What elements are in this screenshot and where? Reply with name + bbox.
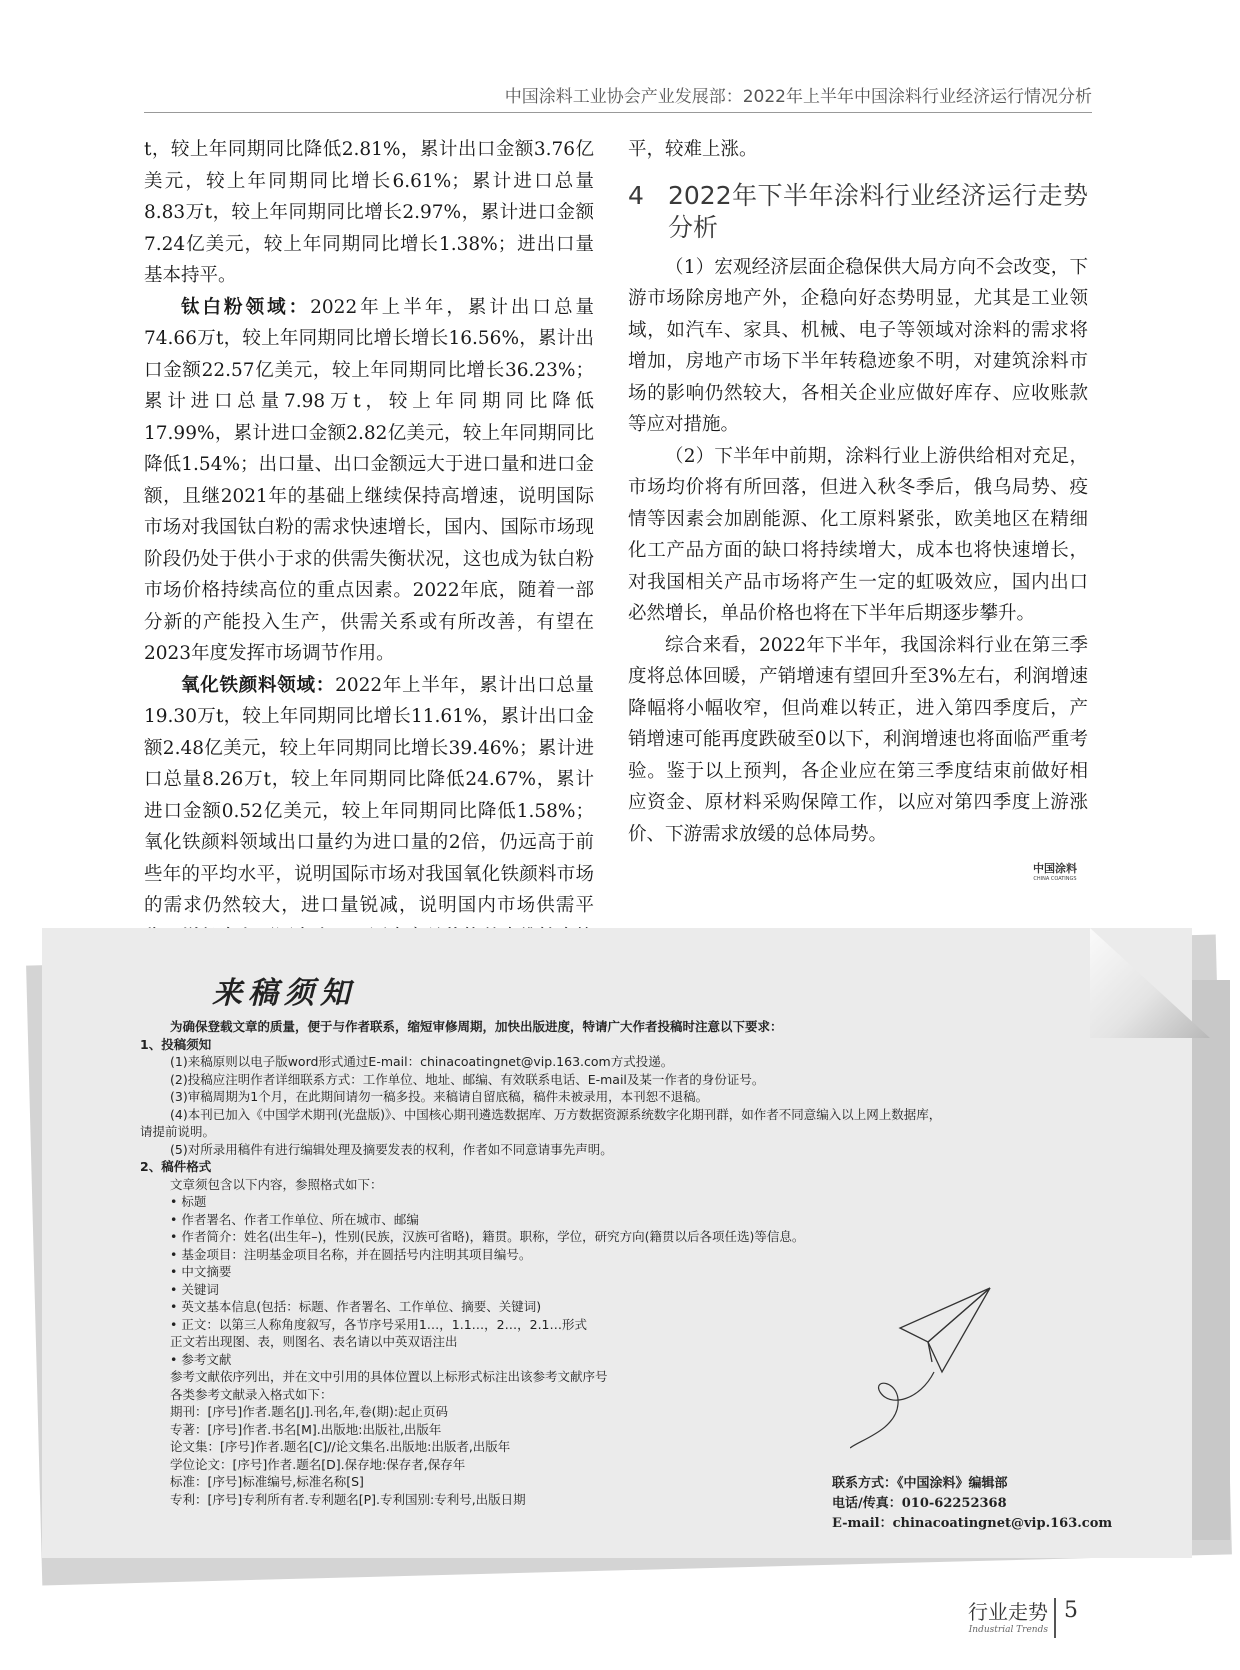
notice-line: (5)对所录用稿件有进行编辑处理及摘要发表的权利，作者如不同意请事先声明。	[170, 1141, 613, 1157]
notice-line: 正文若出现图、表，则图名、表名请以中英双语注出	[170, 1334, 458, 1349]
notice-line: 请提前说明。	[140, 1124, 216, 1139]
notice-line: 参考文献依序列出，并在文中引用的具体位置以上标形式标注出该参考文献序号	[170, 1369, 608, 1384]
contact-line: 联系方式：《中国涂料》编辑部	[832, 1476, 1008, 1491]
section-title: 2022年下半年涂料行业经济运行走势分析	[668, 180, 1088, 242]
notice-line: • 中文摘要	[170, 1264, 232, 1279]
notice-line: 1、投稿须知	[140, 1036, 212, 1052]
footer-section-cn: 行业走势	[968, 1600, 1048, 1624]
notice-line: 2、稿件格式	[140, 1159, 212, 1174]
notice-line: • 作者简介：姓名(出生年–)，性别(民族，汉族可省略)，籍贯。职称，学位，研究方向(籍贯以后各项任选)等信息。	[170, 1229, 805, 1244]
section-heading	[628, 180, 1088, 244]
notice-line: (3)审稿周期为1个月，在此期间请勿一稿多投。来稿请自留底稿，稿件未被录用，本刊恕不退稿。	[170, 1089, 709, 1104]
notice-line: 为确保登载文章的质量，便于与作者联系，缩短审修周期，加快出版进度，特请广大作者投稿时注意以下要求：	[170, 1019, 783, 1034]
notice-line: 标准：[序号]标准编号,标准名称[S]	[170, 1474, 364, 1489]
notice-title: 来稿须知	[212, 976, 356, 1011]
paragraph: t，较上年同期同比降低2.81%，累计出口金额3.76亿美元，较上年同期同比增长6.61%；累计进口总量8.83万t，较上年同期同比增长2.97%，累计进口金额7.24亿美元，较上年同期同比增长1.38%；进出口量基本持平。	[144, 139, 594, 286]
running-header: 中国涂料工业协会产业发展部：2022年上半年中国涂料行业经济运行情况分析	[504, 87, 1092, 107]
notice-line: (2)投稿应注明作者详细联系方式：工作单位、地址、邮编、有效联系电话、E-mail及某一作者的身份证号。	[170, 1071, 765, 1087]
notice-line: • 关键词	[170, 1281, 219, 1297]
paragraph	[144, 292, 594, 670]
notice-line: 论文集：[序号]作者.题名[C]//论文集名.出版地:出版者,出版年	[170, 1439, 511, 1454]
notice-line: • 参考文献	[170, 1351, 232, 1367]
notice-line: • 正文：以第三人称角度叙写，各节序号采用1…，1.1…，2…，2.1…形式	[170, 1316, 588, 1332]
paragraph: （1）宏观经济层面企稳保供大局方向不会改变，下游市场除房地产外，企稳向好态势明显，尤其是工业领域，如汽车、家具、机械、电子等领域对涂料的需求将增加，房地产市场下半年转稳迹象不明，对建筑涂料市场的影响仍然较大，各相关企业应做好库存、应收账款等应对措施。	[628, 256, 1088, 435]
paragraph-lead: 钛白粉领域：	[181, 296, 311, 318]
right-column	[628, 134, 1088, 850]
notice-line: • 英文基本信息(包括：标题、作者署名、工作单位、摘要、关键词)	[170, 1299, 542, 1314]
contact-block	[832, 1474, 1112, 1534]
header-rule	[144, 112, 1092, 113]
footer-section	[960, 1596, 1048, 1635]
paragraph-body: 2022年上半年，累计出口总量19.30万t，较上年同期同比增长11.61%，累计出口金额2.48亿美元，较上年同期同比增长39.46%；累计进口总量8.26万t，较上年同期同比降低24.67%，累计进口金额0.52亿美元，较上年同期同比降低1.58%；氧化铁颜料领域出口量约为进口量的2倍，仍远高于前些年的平均水平，说明国际市场对我国氧化铁颜料市场的需求仍然较大，进口量锐减，说明国内市场供需平	[144, 674, 594, 916]
paper-plane-icon	[850, 1280, 1020, 1450]
logo-en-text: CHINA COATINGS	[1033, 876, 1077, 882]
left-column	[144, 134, 594, 985]
notice-line: 学位论文：[序号]作者.题名[D].保存地:保存者,保存年	[170, 1456, 466, 1472]
contact-line: 电话/传真：010-62252368	[832, 1496, 1007, 1511]
paragraph: 平，较难上涨。	[628, 139, 758, 160]
china-coatings-logo	[1022, 860, 1088, 882]
notice-line: 专利：[序号]专利所有者.专利题名[P].专利国别:专利号,出版日期	[170, 1491, 526, 1507]
notice-line: 专著：[序号]作者.书名[M].出版地:出版社,出版年	[170, 1421, 442, 1437]
paragraph-body: 2022年上半年，累计出口总量74.66万t，较上年同期同比增长增长16.56%，累计出口金额22.57亿美元，较上年同期同比增长36.23%；累计进口总量7.98万t，较上年同期同比降低17.99%，累计进口金额2.82亿美元，较上年同期同比降低1.54%；出口量、出口金额远大于进口量和进口金额，且继2021年的基础上继续保持高增速，说明国际市场对我国钛白粉的需求快速增长，国内、国际市场现阶段仍处于供小于求的供需失衡状况，这也成为钛白粉市场价格持续高位的重点因素。2022年底，随着一部分新的产能投入生产，供需关系或有所改善，有望在2023年度发挥市场调节作用。	[144, 296, 594, 664]
notice-line: (4)本刊已加入《中国学术期刊(光盘版)》、中国核心期刊遴选数据库、万方数据资源系统数字化期刊群，如作者不同意编入以上网上数据库，	[170, 1106, 942, 1122]
notice-line: 各类参考文献录入格式如下：	[170, 1386, 333, 1402]
paragraph: （2）下半年中前期，涂料行业上游供给相对充足，市场均价将有所回落，但进入秋冬季后，俄乌局势、疫情等因素会加剧能源、化工原料紧张，欧美地区在精细化工产品方面的缺口将持续增大，成本也将快速增长，对我国相关产品市场将产生一定的虹吸效应，国内出口必然增长，单品价格也将在下半年后期逐步攀升。	[628, 445, 1088, 624]
footer-section-en: Industrial Trends	[968, 1625, 1048, 1635]
page-number-divider	[1054, 1598, 1056, 1638]
page-number: 5	[1064, 1598, 1078, 1623]
paragraph: 综合来看，2022年下半年，我国涂料行业在第三季度将总体回暖，产销增速有望回升至3%左右，利润增速降幅将小幅收窄，但尚难以转正，进入第四季度后，产销增速可能再度跌破至0以下，利润增速也将面临严重考验。鉴于以上预判，各企业应在第三季度结束前做好相应资金、原材料采购保障工作，以应对第四季度上游涨价、下游需求放缓的总体局势。	[628, 634, 1088, 845]
section-number: 4	[628, 180, 644, 210]
notice-line: • 作者署名、作者工作单位、所在城市、邮编	[170, 1211, 419, 1227]
contact-line: E-mail：chinacoatingnet@vip.163.com	[832, 1516, 1113, 1531]
notice-line: • 基金项目：注明基金项目名称，并在圆括号内注明其项目编号。	[170, 1246, 532, 1262]
notice-line: (1)来稿原则以电子版word形式通过E-mail：chinacoatingnet@vip.163.com方式投递。	[170, 1054, 674, 1069]
paragraph-lead: 氧化铁颜料领域：	[181, 674, 336, 696]
logo-cn-text: 中国涂料	[1033, 862, 1077, 875]
notice-line: 文章须包含以下内容，参照格式如下：	[170, 1176, 383, 1192]
notice-line: • 标题	[170, 1194, 207, 1209]
notice-line: 期刊：[序号]作者.题名[J].刊名,年,卷(期):起止页码	[170, 1404, 449, 1419]
